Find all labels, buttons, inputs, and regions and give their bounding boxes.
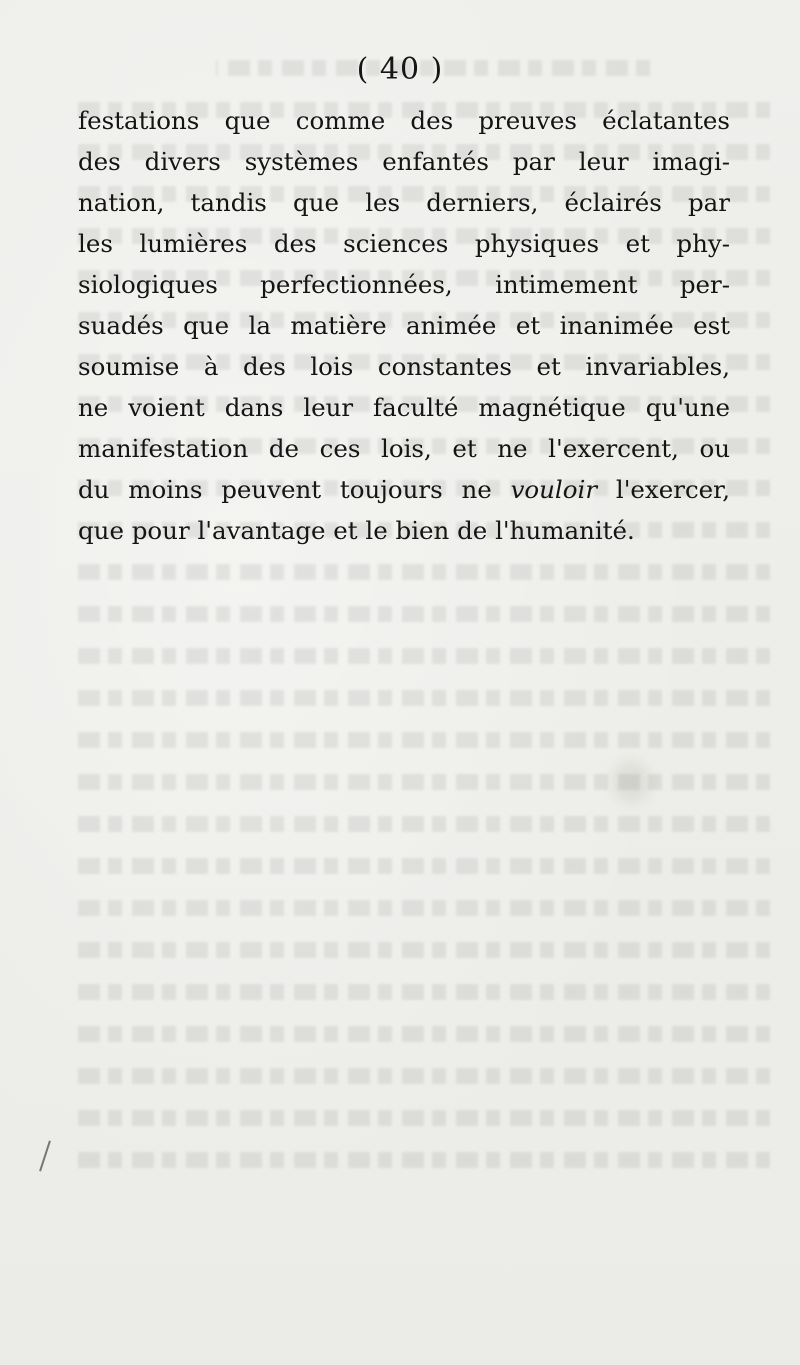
text-line: des divers systèmes enfantés par leur imagi- (78, 147, 730, 176)
body-text (78, 100, 730, 551)
text-line: manifestation de ces lois, et ne l'exercent, ou (78, 434, 730, 463)
text-line: festations que comme des preuves éclatantes (78, 106, 730, 135)
text-line: nation, tandis que les derniers, éclairés par (78, 188, 730, 217)
ink-mark (39, 1140, 51, 1171)
text-line: suadés que la matière animée et inanimée est (78, 311, 730, 340)
text-line: siologiques perfectionnées, intimement per- (78, 270, 730, 299)
text-line: les lumières des sciences physiques et phy- (78, 229, 730, 258)
text-segment: du moins peuvent toujours ne (78, 475, 511, 504)
text-line: ne voient dans leur faculté magnétique qu'une (78, 393, 730, 422)
text-line-with-italic (78, 469, 730, 510)
paper-stain (612, 760, 650, 804)
text-line: que pour l'avantage et le bien de l'humanité. (78, 516, 635, 545)
italic-word: vouloir (510, 475, 598, 504)
text-segment: l'exercer, (597, 475, 730, 504)
page-number: ( 40 ) (356, 52, 444, 87)
text-line: soumise à des lois constantes et invariables, (78, 352, 730, 381)
